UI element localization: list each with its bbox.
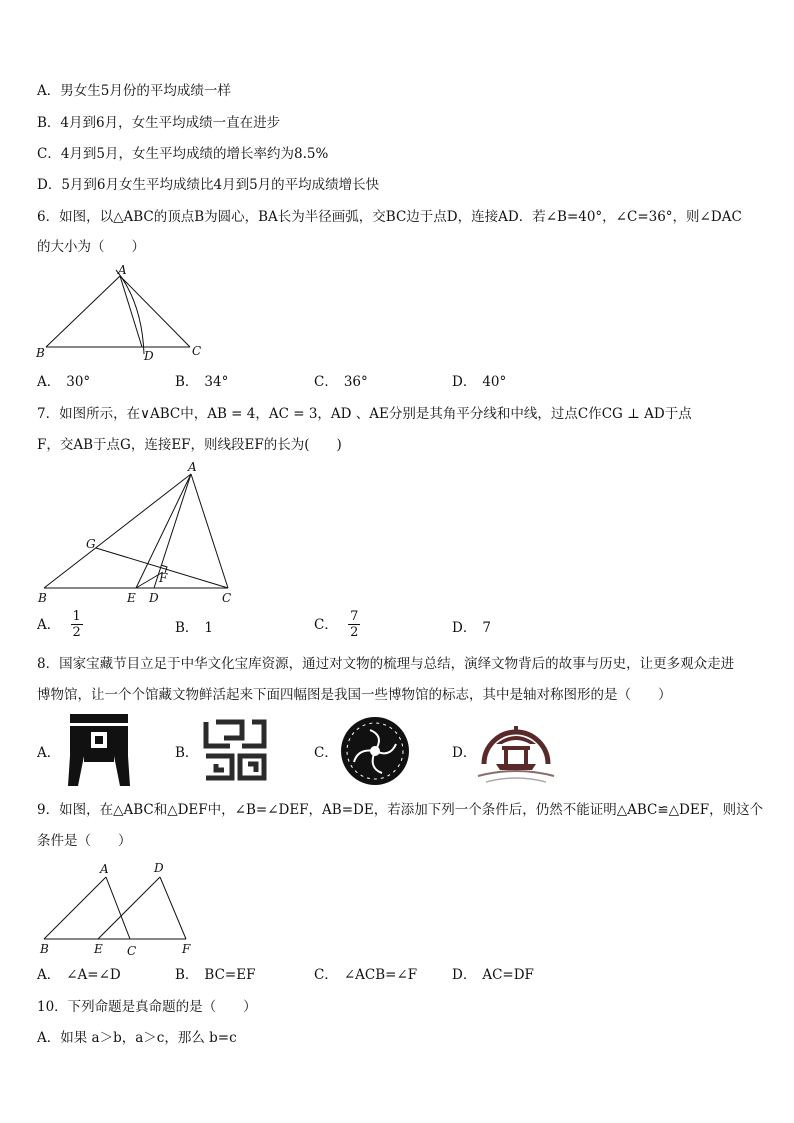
q7-label-f: F: [159, 571, 168, 585]
q6-option-c: C． 36°: [314, 374, 368, 390]
q6-option-b: B． 34°: [175, 374, 229, 390]
q5-option-b: B．4月到6月，女生平均成绩一直在进步: [37, 115, 281, 131]
q7-stem-line2: F，交AB于点G，连接EF，则线段EF的长为( ): [37, 437, 342, 453]
q9-label-f: F: [182, 942, 191, 956]
q6-option-a: A． 30°: [37, 374, 91, 390]
q7-label-e: E: [127, 591, 136, 605]
meander-pattern-logo-icon: [202, 716, 268, 784]
q6-stem-line2: 的大小为（ ）: [37, 239, 145, 255]
q7-triangle-figure: [30, 456, 245, 608]
q8-option-c-label: C．: [314, 745, 338, 761]
q9-option-a: A． ∠A=∠D: [37, 967, 121, 983]
q7-label-b: B: [38, 591, 47, 605]
q7-option-a-fraction: $\frac{1}{2}$: [72, 609, 81, 640]
q9-segment-ab: [44, 877, 106, 939]
q6-label-b: B: [36, 346, 45, 360]
q7-option-a: A． $\frac{1}{2}$: [37, 609, 81, 640]
q9-segment-ac: [106, 877, 130, 939]
q6-option-d: D． 40°: [452, 374, 507, 390]
q7-segment-ab: [44, 474, 191, 588]
q10-option-a: A．如果 a＞b，a＞c，那么 b=c: [37, 1030, 237, 1046]
q8-stem-line1: 8．国家宝藏节目立足于中华文化宝库资源，通过对文物的梳理与总结，演绎文物背后的故事与历史，让更多观众走进: [37, 656, 735, 672]
q10-stem: 10．下列命题是真命题的是（ ）: [37, 999, 257, 1015]
q6-label-a: A: [118, 263, 127, 277]
q7-stem-line1: 7．如图所示，在∨ABC中，AB = 4，AC = 3，AD 、AE分别是其角平分线和中线，过点C作CG ⊥ AD于点: [37, 406, 692, 422]
q7-label-c: C: [222, 591, 232, 605]
q9-option-d: D． AC=DF: [452, 967, 534, 983]
q8-stem-line2: 博物馆，让一个个馆藏文物鲜活起来下面四幅图是我国一些博物馆的标志，其中是轴对称图形的是（ ）: [37, 687, 672, 703]
q7-label-g: G: [86, 537, 96, 551]
swirl-disc-logo-icon: [340, 716, 410, 786]
q7-option-c-fraction: $\frac{7}{2}$: [350, 609, 359, 640]
q9-label-b: B: [40, 942, 49, 956]
q9-label-d: D: [154, 861, 164, 875]
q8-option-a-label: A．: [37, 745, 61, 761]
q9-label-a: A: [100, 862, 109, 876]
q7-option-c: C． $\frac{7}{2}$: [314, 609, 359, 640]
q7-segment-ac: [191, 474, 228, 588]
q9-triangles-figure: [34, 857, 204, 959]
bronze-ding-logo-icon: [64, 712, 134, 788]
q9-option-b: B． BC=EF: [175, 967, 256, 983]
q9-label-c: C: [127, 944, 137, 958]
q9-stem-line2: 条件是（ ）: [37, 833, 132, 849]
q6-label-c: C: [192, 344, 202, 358]
pavilion-logo-icon: [476, 714, 556, 786]
q9-segment-df: [160, 877, 186, 939]
q7-label-a: A: [188, 460, 197, 474]
q9-segment-de: [98, 877, 160, 939]
q8-option-d-label: D．: [452, 745, 477, 761]
q6-triangle-figure: [30, 262, 220, 364]
q9-label-e: E: [94, 942, 103, 956]
q5-option-c: C．4月到5月，女生平均成绩的增长率约为8.5%: [37, 146, 329, 162]
q5-option-d: D．5月到6月女生平均成绩比4月到5月的平均成绩增长快: [37, 177, 380, 193]
q7-label-d: D: [149, 591, 159, 605]
q5-option-a: A．男女生5月份的平均成绩一样: [37, 83, 231, 99]
q8-option-b-label: B．: [175, 745, 199, 761]
q6-label-d: D: [144, 349, 154, 363]
q6-segment-ab: [46, 276, 120, 347]
q7-option-b: B． 1: [175, 620, 214, 636]
q7-option-d: D． 7: [452, 620, 491, 636]
q9-stem-line1: 9．如图，在△ABC和△DEF中，∠B=∠DEF，AB=DE，若添加下列一个条件后，仍然不能证明△ABC≌△DEF，则这个: [37, 802, 764, 818]
q6-stem-line1: 6．如图，以△ABC的顶点B为圆心，BA长为半径画弧，交BC边于点D，连接AD．若∠B=40°，∠C=36°，则∠DAC: [37, 209, 742, 225]
q9-option-c: C． ∠ACB=∠F: [314, 967, 418, 983]
